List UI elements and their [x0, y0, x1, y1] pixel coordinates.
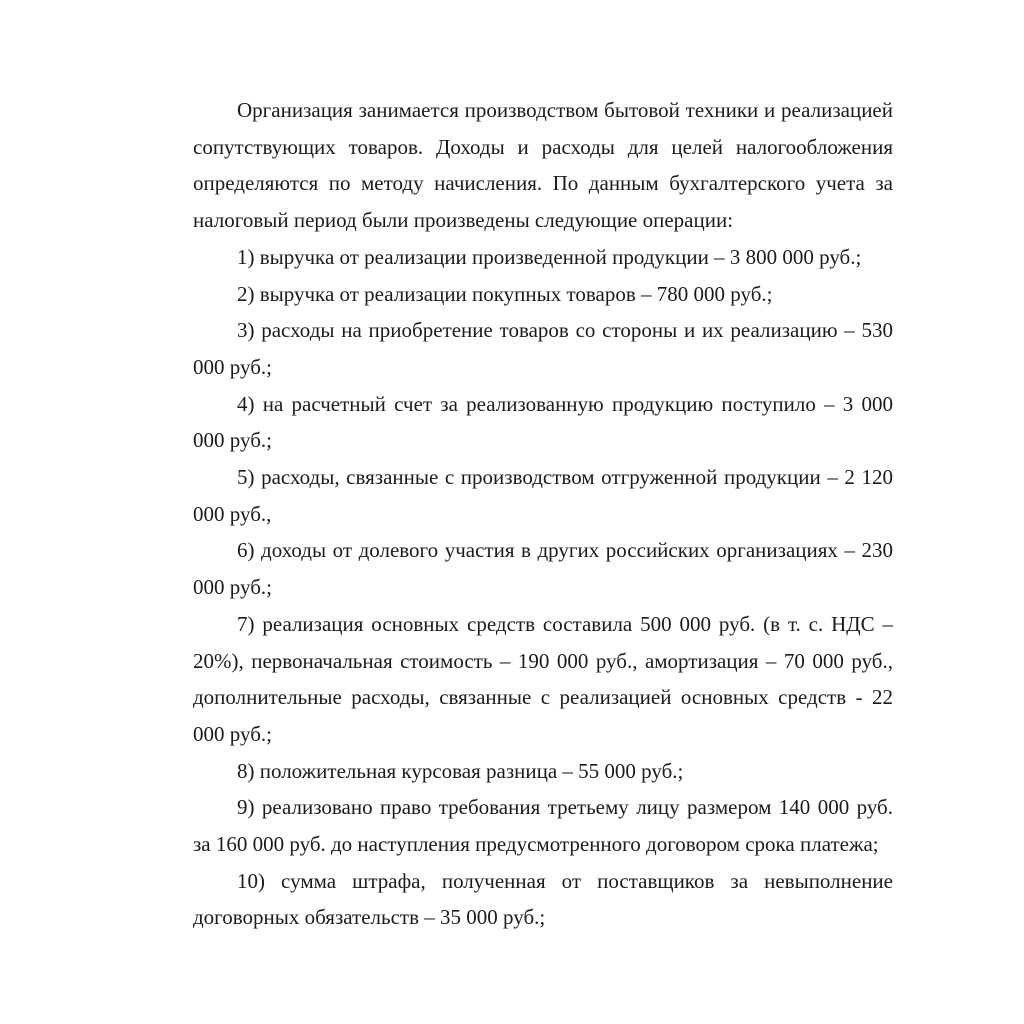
operation-item-7: 7) реализация основных средств составила 500 000 руб. (в т. с. НДС – 20%), первоначальная стоимость – 190 000 руб., амортизация – 70 000 руб., дополнительные расходы, связанные с реализацией основных средств - 22 000 руб.; [193, 611, 893, 746]
operation-item-9: 9) реализовано право требования третьему лицу размером 140 000 руб. за 160 000 руб. до наступления предусмотренного договором срока платежа; [193, 795, 893, 857]
operation-item-8: 8) положительная курсовая разница – 55 000 руб.; [237, 758, 684, 783]
document-page [193, 92, 893, 936]
operation-item-5: 5) расходы, связанные с производством отгруженной продукции – 2 120 000 руб., [193, 465, 893, 526]
operation-item-4: 4) на расчетный счет за реализованную продукцию поступило – 3 000 000 руб.; [193, 391, 893, 453]
operation-item-10: 10) сумма штрафа, полученная от поставщиков за невыполнение договорных обязательств – 35 000 руб.; [193, 868, 893, 930]
operation-item-3: 3) расходы на приобретение товаров со стороны и их реализацию – 530 000 руб.; [193, 318, 893, 379]
operation-item-2: 2) выручка от реализации покупных товаров – 780 000 руб.; [237, 281, 773, 306]
operation-item-6: 6) доходы от долевого участия в других российских организациях – 230 000 руб.; [193, 538, 893, 600]
operation-item-1: 1) выручка от реализации произведенной продукции – 3 800 000 руб.; [237, 244, 862, 269]
intro-paragraph: Организация занимается производством бытовой техники и реализацией сопутствующих товаров. Доходы и расходы для целей налогообложения определяются по методу начисления. По данным бухгалтерского учета за налоговый период были произведены следующие операции: [193, 98, 893, 233]
